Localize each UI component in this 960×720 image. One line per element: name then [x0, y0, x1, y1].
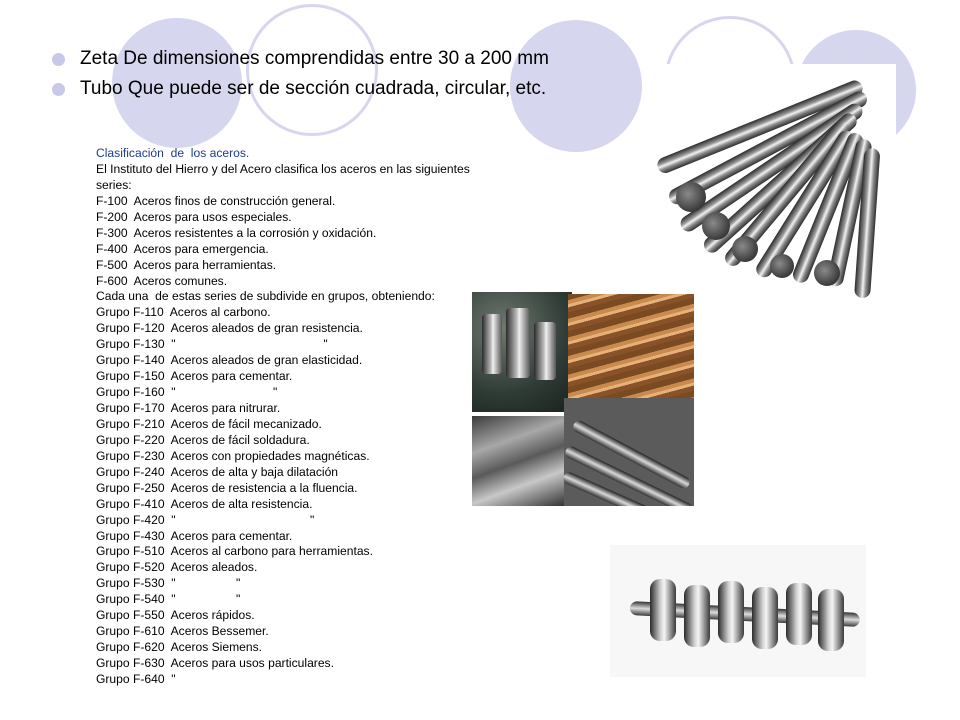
classification-line: Grupo F-110 Aceros al carbono.: [96, 305, 271, 320]
classification-line: Grupo F-170 Aceros para nitrurar.: [96, 401, 281, 415]
classification-line: Grupo F-140 Aceros aleados de gran elasticidad.: [96, 353, 363, 368]
classification-line: Grupo F-540 " ": [96, 592, 241, 607]
classification-line: Grupo F-550 Aceros rápidos.: [96, 608, 255, 623]
classification-line: Grupo F-610 Aceros Bessemer.: [96, 624, 269, 639]
bullet-list: [52, 44, 549, 104]
classification-line: Grupo F-130 " ": [96, 337, 328, 352]
classification-line: Cada una de estas series de subdivide en grupos, obteniendo:: [96, 289, 435, 304]
classification-line: F-300 Aceros resistentes a la corrosión y oxidación.: [96, 225, 377, 240]
classification-line: Grupo F-250 Aceros de resistencia a la fluencia.: [96, 480, 358, 495]
classification-line: series:: [96, 177, 132, 192]
steel-classification-text: [96, 146, 470, 688]
classification-line: Grupo F-620 Aceros Siemens.: [96, 640, 263, 655]
classification-line: F-600 Aceros comunes.: [96, 273, 228, 288]
classification-line: Grupo F-510 Aceros al carbono para herramientas.: [96, 544, 373, 559]
classification-line: El Instituto del Hierro y del Acero clasifica los aceros en las siguientes: [96, 161, 470, 176]
bullet-item-tubo: Tubo Que puede ser de sección cuadrada, circular, etc.: [52, 74, 549, 104]
classification-line: Grupo F-420 " ": [96, 512, 315, 527]
steel-products-collage-photo: [472, 292, 694, 506]
classification-line: F-400 Aceros para emergencia.: [96, 241, 269, 256]
classification-line: Grupo F-220 Aceros de fácil soldadura.: [96, 432, 310, 447]
classification-line: Grupo F-640 ": [96, 671, 176, 686]
steel-bars-photo: [648, 64, 896, 308]
classification-line: Grupo F-120 Aceros aleados de gran resistencia.: [96, 321, 363, 336]
classification-line: Grupo F-210 Aceros de fácil mecanizado.: [96, 416, 322, 431]
classification-line: F-500 Aceros para herramientas.: [96, 257, 277, 272]
crankshaft-photo: [610, 545, 866, 677]
classification-line: Grupo F-240 Aceros de alta y baja dilatación: [96, 464, 339, 479]
classification-line: Grupo F-530 " ": [96, 576, 241, 591]
classification-line: Grupo F-630 Aceros para usos particulares.: [96, 656, 334, 670]
classification-line: Grupo F-430 Aceros para cementar.: [96, 528, 293, 543]
classification-line: F-100 Aceros finos de construcción general.: [96, 193, 336, 208]
classification-heading: Clasificación de los aceros.: [96, 146, 250, 160]
classification-line: F-200 Aceros para usos especiales.: [96, 209, 292, 224]
classification-line: Grupo F-410 Aceros de alta resistencia.: [96, 496, 313, 511]
bullet-item-zeta: Zeta De dimensiones comprendidas entre 30 a 200 mm: [52, 44, 549, 74]
classification-line: Grupo F-150 Aceros para cementar.: [96, 369, 293, 384]
classification-line: Grupo F-520 Aceros aleados.: [96, 560, 258, 575]
classification-line: Grupo F-230 Aceros con propiedades magnéticas.: [96, 448, 370, 463]
classification-line: Grupo F-160 " ": [96, 385, 278, 400]
